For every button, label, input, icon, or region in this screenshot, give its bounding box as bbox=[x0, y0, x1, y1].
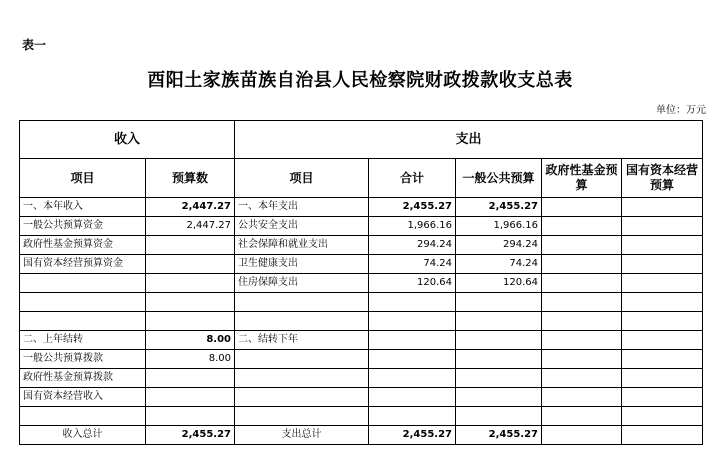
table-row bbox=[20, 293, 703, 312]
total-cell: 2,455.27 bbox=[369, 198, 456, 217]
fund-budget-cell bbox=[542, 369, 622, 388]
general-budget-cell bbox=[456, 388, 542, 407]
income-item-cell: 一般公共预算拨款 bbox=[20, 350, 146, 369]
income-item-cell: 收入总计 bbox=[20, 426, 146, 445]
expense-item-cell bbox=[235, 312, 369, 331]
income-budget-cell bbox=[146, 274, 235, 293]
expense-item-cell: 社会保障和就业支出 bbox=[235, 236, 369, 255]
table-row bbox=[20, 198, 703, 217]
fund-budget-cell bbox=[542, 217, 622, 236]
total-cell bbox=[369, 293, 456, 312]
state-capital-cell bbox=[622, 217, 703, 236]
income-budget-cell: 8.00 bbox=[146, 350, 235, 369]
table-row bbox=[20, 255, 703, 274]
general-budget-cell bbox=[456, 350, 542, 369]
fund-budget-cell bbox=[542, 198, 622, 217]
expense-item-cell: 公共安全支出 bbox=[235, 217, 369, 236]
expense-item-cell bbox=[235, 407, 369, 426]
table-row bbox=[20, 331, 703, 350]
expense-item-cell: 住房保障支出 bbox=[235, 274, 369, 293]
total-cell bbox=[369, 407, 456, 426]
income-budget-cell bbox=[146, 236, 235, 255]
income-budget-cell bbox=[146, 388, 235, 407]
col-general: 一般公共预算 bbox=[456, 159, 542, 198]
expense-item-cell bbox=[235, 388, 369, 407]
state-capital-cell bbox=[622, 198, 703, 217]
state-capital-cell bbox=[622, 350, 703, 369]
income-item-cell: 二、上年结转 bbox=[20, 331, 146, 350]
unit-label: 单位：万元 bbox=[656, 105, 706, 116]
expense-header: 支出 bbox=[235, 121, 703, 159]
general-budget-cell bbox=[456, 369, 542, 388]
fund-budget-cell bbox=[542, 236, 622, 255]
income-item-cell: 政府性基金预算资金 bbox=[20, 236, 146, 255]
total-cell: 1,966.16 bbox=[369, 217, 456, 236]
col-fund: 政府性基金预算 bbox=[542, 159, 622, 198]
table-row bbox=[20, 426, 703, 445]
state-capital-cell bbox=[622, 274, 703, 293]
header-row-2 bbox=[20, 159, 703, 198]
state-capital-cell bbox=[622, 407, 703, 426]
fund-budget-cell bbox=[542, 388, 622, 407]
total-cell: 2,455.27 bbox=[369, 426, 456, 445]
income-header: 收入 bbox=[20, 121, 235, 159]
general-budget-cell bbox=[456, 293, 542, 312]
income-budget-cell bbox=[146, 312, 235, 331]
expense-item-cell: 卫生健康支出 bbox=[235, 255, 369, 274]
table-row bbox=[20, 369, 703, 388]
state-capital-cell bbox=[622, 369, 703, 388]
state-capital-cell bbox=[622, 312, 703, 331]
total-cell: 74.24 bbox=[369, 255, 456, 274]
fund-budget-cell bbox=[542, 274, 622, 293]
expense-item-cell: 支出总计 bbox=[235, 426, 369, 445]
income-item-cell bbox=[20, 407, 146, 426]
table-label: 表一 bbox=[22, 38, 47, 52]
income-item-cell: 国有资本经营预算资金 bbox=[20, 255, 146, 274]
fund-budget-cell bbox=[542, 350, 622, 369]
header-row-1 bbox=[20, 121, 703, 159]
state-capital-cell bbox=[622, 331, 703, 350]
income-budget-cell: 2,447.27 bbox=[146, 198, 235, 217]
total-cell bbox=[369, 331, 456, 350]
table-row bbox=[20, 312, 703, 331]
income-budget-cell bbox=[146, 293, 235, 312]
income-budget-cell bbox=[146, 255, 235, 274]
fund-budget-cell bbox=[542, 255, 622, 274]
income-item-cell: 国有资本经营收入 bbox=[20, 388, 146, 407]
income-item-cell: 一、本年收入 bbox=[20, 198, 146, 217]
state-capital-cell bbox=[622, 293, 703, 312]
expense-item-cell: 二、结转下年 bbox=[235, 331, 369, 350]
expense-item-cell bbox=[235, 350, 369, 369]
table-body bbox=[20, 198, 703, 445]
general-budget-cell: 2,455.27 bbox=[456, 426, 542, 445]
budget-table bbox=[19, 120, 703, 445]
state-capital-cell bbox=[622, 388, 703, 407]
fund-budget-cell bbox=[542, 331, 622, 350]
total-cell bbox=[369, 388, 456, 407]
expense-item-cell: 一、本年支出 bbox=[235, 198, 369, 217]
income-item-cell: 一般公共预算资金 bbox=[20, 217, 146, 236]
general-budget-cell: 294.24 bbox=[456, 236, 542, 255]
general-budget-cell: 2,455.27 bbox=[456, 198, 542, 217]
income-budget-cell bbox=[146, 369, 235, 388]
income-item-cell bbox=[20, 293, 146, 312]
general-budget-cell: 74.24 bbox=[456, 255, 542, 274]
total-cell bbox=[369, 369, 456, 388]
expense-item-cell bbox=[235, 293, 369, 312]
table-row bbox=[20, 236, 703, 255]
general-budget-cell: 120.64 bbox=[456, 274, 542, 293]
total-cell: 294.24 bbox=[369, 236, 456, 255]
state-capital-cell bbox=[622, 426, 703, 445]
general-budget-cell bbox=[456, 331, 542, 350]
total-cell bbox=[369, 350, 456, 369]
general-budget-cell: 1,966.16 bbox=[456, 217, 542, 236]
table-row bbox=[20, 350, 703, 369]
general-budget-cell bbox=[456, 312, 542, 331]
expense-item-cell bbox=[235, 369, 369, 388]
col-state: 国有资本经营预算 bbox=[622, 159, 703, 198]
total-cell bbox=[369, 312, 456, 331]
fund-budget-cell bbox=[542, 293, 622, 312]
income-budget-cell bbox=[146, 407, 235, 426]
col-total: 合计 bbox=[369, 159, 456, 198]
document-title: 酉阳土家族苗族自治县人民检察院财政拨款收支总表 bbox=[147, 70, 573, 91]
table-row bbox=[20, 274, 703, 293]
fund-budget-cell bbox=[542, 312, 622, 331]
state-capital-cell bbox=[622, 255, 703, 274]
table-row bbox=[20, 388, 703, 407]
income-budget-cell: 2,455.27 bbox=[146, 426, 235, 445]
table-row bbox=[20, 217, 703, 236]
table-row bbox=[20, 407, 703, 426]
general-budget-cell bbox=[456, 407, 542, 426]
total-cell: 120.64 bbox=[369, 274, 456, 293]
income-item-cell: 政府性基金预算拨款 bbox=[20, 369, 146, 388]
income-item-cell bbox=[20, 274, 146, 293]
income-budget-cell: 2,447.27 bbox=[146, 217, 235, 236]
income-budget-cell: 8.00 bbox=[146, 331, 235, 350]
fund-budget-cell bbox=[542, 426, 622, 445]
income-item-cell bbox=[20, 312, 146, 331]
fund-budget-cell bbox=[542, 407, 622, 426]
col-expense-item: 项目 bbox=[235, 159, 369, 198]
col-budget: 预算数 bbox=[146, 159, 235, 198]
col-income-item: 项目 bbox=[20, 159, 146, 198]
state-capital-cell bbox=[622, 236, 703, 255]
